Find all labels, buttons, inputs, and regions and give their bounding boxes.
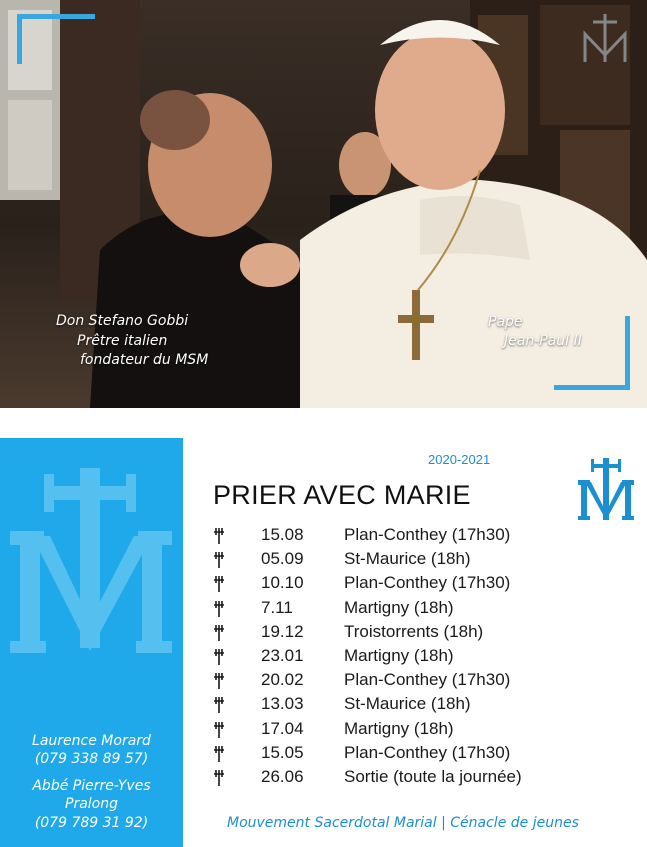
cross-icon <box>212 745 226 763</box>
event-place: Martigny (18h) <box>344 645 454 665</box>
event-row <box>212 598 632 622</box>
event-row <box>212 719 632 743</box>
side-panel <box>0 438 183 847</box>
event-date: 17.04 <box>261 718 304 738</box>
cross-icon <box>212 672 226 690</box>
event-row <box>212 767 632 791</box>
event-date: 26.06 <box>261 766 304 786</box>
event-place: St-Maurice (18h) <box>344 694 471 714</box>
event-date: 10.10 <box>261 573 304 593</box>
corner-accent-bottom-right <box>554 316 630 390</box>
event-date: 23.01 <box>261 645 304 665</box>
contact-2-name: Abbé Pierre-Yves <box>32 778 151 794</box>
event-row <box>212 549 632 573</box>
contact-1-phone: (079 338 89 57) <box>34 751 149 767</box>
event-place: Plan-Conthey (17h30) <box>344 742 511 762</box>
contact-2-phone: (079 789 31 92) <box>34 815 149 831</box>
cross-icon <box>212 721 226 739</box>
cross-icon <box>212 696 226 714</box>
year-label: 2020-2021 <box>428 452 491 467</box>
event-place: Plan-Conthey (17h30) <box>344 670 511 690</box>
corner-accent-top-left <box>17 14 95 64</box>
event-date: 15.05 <box>261 742 304 762</box>
event-row <box>212 525 632 549</box>
event-date: 20.02 <box>261 670 304 690</box>
event-place: Martigny (18h) <box>344 718 454 738</box>
event-row <box>212 670 632 694</box>
caption-pope-line2: Jean-Paul II <box>504 333 582 349</box>
caption-pope-line1: Pape <box>488 314 523 330</box>
event-date: 7.11 <box>261 597 293 617</box>
event-place: Plan-Conthey (17h30) <box>344 573 511 593</box>
event-place: Troistorrents (18h) <box>344 621 484 641</box>
event-row <box>212 694 632 718</box>
contact-1-name: Laurence Morard <box>32 733 151 749</box>
event-date: 15.08 <box>261 525 304 544</box>
event-row <box>212 646 632 670</box>
event-row <box>212 743 632 767</box>
event-date: 05.09 <box>261 549 304 569</box>
event-date: 13.03 <box>261 694 304 714</box>
cross-icon <box>212 575 226 593</box>
event-place: Plan-Conthey (17h30) <box>344 525 511 544</box>
msm-logo-watermark-icon <box>10 456 174 666</box>
cross-icon <box>212 624 226 642</box>
caption-gobbi-name: Don Stefano Gobbi <box>56 313 189 329</box>
event-place: Sortie (toute la journée) <box>344 766 522 786</box>
caption-gobbi-line3: fondateur du MSM <box>80 352 209 368</box>
cross-icon <box>212 769 226 787</box>
cross-icon <box>212 600 226 618</box>
event-date: 19.12 <box>261 621 304 641</box>
event-row <box>212 622 632 646</box>
caption-gobbi-line2: Prêtre italien <box>77 333 168 349</box>
header-photo <box>0 0 647 408</box>
contact-2-name-cont: Pralong <box>65 796 118 812</box>
event-place: St-Maurice (18h) <box>344 549 471 569</box>
event-place: Martigny (18h) <box>344 597 454 617</box>
cross-icon <box>212 527 226 545</box>
event-row <box>212 573 632 597</box>
cross-icon <box>212 648 226 666</box>
cross-icon <box>212 551 226 569</box>
msm-logo-icon <box>578 456 634 522</box>
footer-organization: Mouvement Sacerdotal Marial | Cénacle de jeunes <box>227 815 579 831</box>
page-title: PRIER AVEC MARIE <box>213 480 471 510</box>
event-list <box>212 525 632 791</box>
